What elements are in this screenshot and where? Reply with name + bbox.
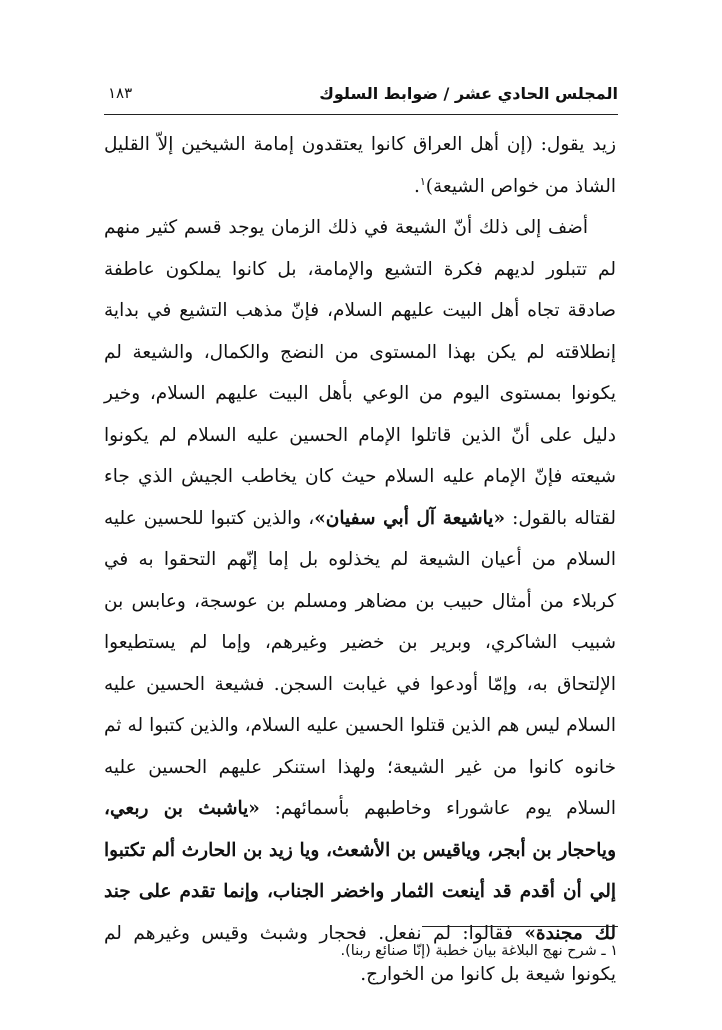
paragraph-2 xyxy=(104,207,616,996)
paragraph-1 xyxy=(104,124,616,207)
quote-names: «ياشبث بن ربعي، وياحجار بن أبجر، وياقيس بن الأشعث، ويا زيد بن الحارث ألم تكتبوا إلي أن أقدم قد أينعت الثمار واخضر الجناب، وإنما تقدم على جند لك مجندة» xyxy=(104,798,616,944)
paragraph-2-part-c: فقالوا: لم نفعل. فحجار وشبث وقيس وغيرهم لم يكونوا شيعة بل كانوا من الخوارج. xyxy=(104,922,616,985)
paragraph-2-part-b: ، والذين كتبوا للحسين عليه السلام من أعيان الشيعة لم يخذلوه بل إما إنّهم التحقوا به في كربلاء من أمثال حبيب بن مضاهر ومسلم بن عوسجة، وعابس بن شبيب الشاكري، وبرير بن خضير وغيرهم، وإما لم يستطيعوا الإلتحاق به، وإمّا أودعوا في غيابت السجن. فشيعة الحسين عليه السلام ليس هم الذين قتلوا الحسين عليه السلام، والذين كتبوا له ثم خانوه كانوا من غير الشيعة؛ ولهذا استنكر عليهم الحسين عليه السلام يوم عاشوراء وخاطبهم بأسمائهم: xyxy=(104,507,616,819)
header-rule xyxy=(104,114,618,115)
page-header xyxy=(108,78,618,108)
running-title: المجلس الحادي عشر / ضوابط السلوك xyxy=(319,83,618,103)
quote-abu-sufyan: «ياشيعة آل أبي سفيان» xyxy=(314,507,506,529)
footnote-reference: ١ xyxy=(419,174,426,188)
paragraph-1-end: . xyxy=(413,175,420,197)
body-text xyxy=(104,124,616,996)
footnote: ١ ـ شرح نهج البلاغة بيان خطبة (إنّا صنائع ربنا). xyxy=(340,943,618,959)
page-number: ١٨٣ xyxy=(108,84,133,102)
paragraph-2-part-a: أضف إلى ذلك أنّ الشيعة في ذلك الزمان يوجد قسم كثير منهم لم تتبلور لديهم فكرة التشيع والإمامة، بل كانوا يملكون عاطفة صادقة تجاه أهل البيت عليهم السلام، فإنّ مذهب التشيع في بداية إنطلاقته لم يكن بهذا المستوى من النضج والكمال، والشيعة لم يكونوا بمستوى اليوم من الوعي بأهل البيت عليهم السلام، وخير دليل على أنّ الذين قاتلوا الإمام الحسين عليه السلام لم يكونوا شيعته فإنّ الإمام عليه السلام حيث كان يخاطب الجيش الذي جاء لقتاله بالقول: xyxy=(104,217,616,529)
paragraph-1-text: زيد يقول: (إن أهل العراق كانوا يعتقدون إمامة الشيخين إلاّ القليل الشاذ من خواص الشيعة) xyxy=(104,134,616,197)
footnote-rule xyxy=(422,926,618,927)
